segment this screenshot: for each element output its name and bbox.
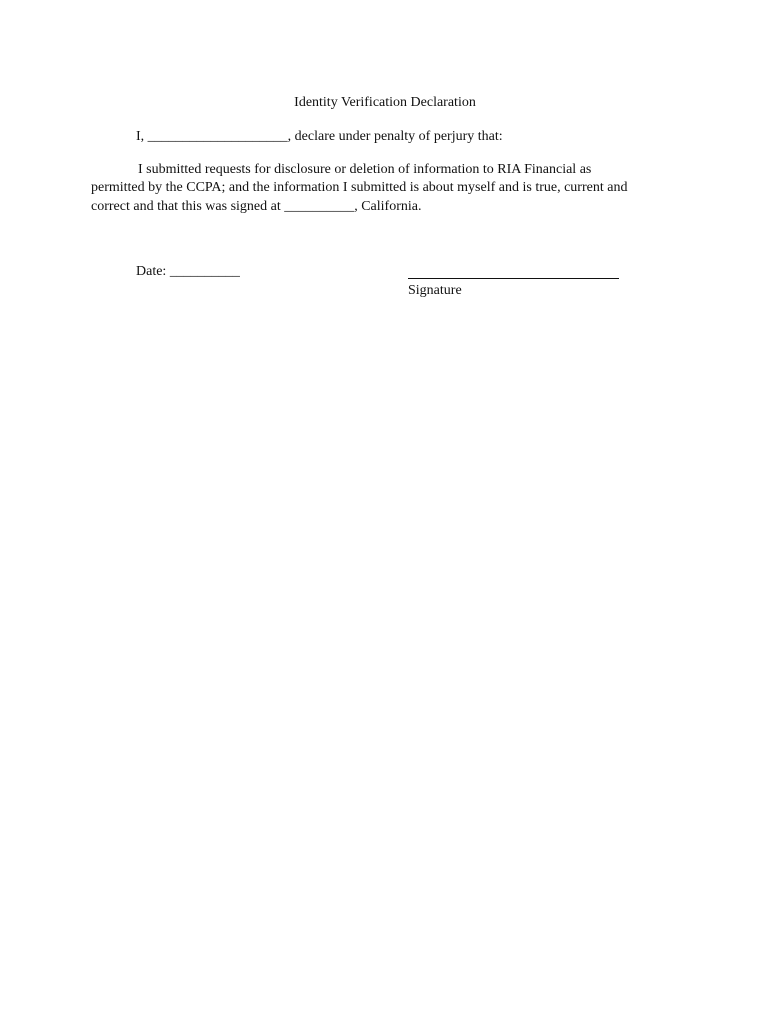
document-title: Identity Verification Declaration <box>294 95 476 110</box>
declaration-line: I, ____________________, declare under penalty of perjury that: <box>136 129 503 144</box>
body-line-3: correct and that this was signed at __________, California. <box>91 199 422 214</box>
date-field: Date: __________ <box>136 264 240 279</box>
body-line-2: permitted by the CCPA; and the information I submitted is about myself and is true, current and <box>91 180 628 195</box>
body-line-1: I submitted requests for disclosure or deletion of information to RIA Financial as <box>138 162 592 177</box>
signature-label: Signature <box>408 283 462 298</box>
signature-line <box>408 278 619 279</box>
